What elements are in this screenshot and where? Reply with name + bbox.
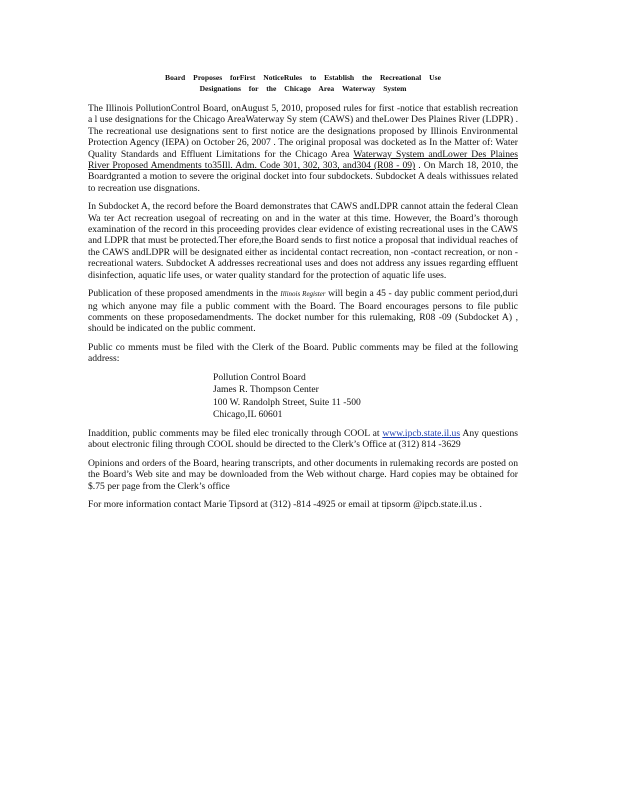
- address-line-2: James R. Thompson Center: [213, 384, 319, 396]
- electronic-text-a: Inaddition, public comments may be filed elec tronically through COOL at: [88, 427, 383, 439]
- title-line-2: Designations for the Chicago Area Waterway System: [199, 84, 407, 93]
- paragraph-publication: [88, 288, 518, 335]
- publication-text-b: will begin a 45 - day public comment period,duri ng which anyone may file a public comment with the Board. The Board encourages persons to file public comments on these proposedamendments. The docket number for this rulemaking, R08 -09 (Subdocket A) , should be indicated on the public comment.: [88, 288, 518, 335]
- document-page: [88, 72, 518, 517]
- paragraph-opinions: Opinions and orders of the Board, hearing transcripts, and other documents in rulemaking records are posted on the Board’s Web site and may be downloaded from the Web without charge. Hard copies may be obtained for $.75 per page from the Clerk’s office: [88, 457, 518, 492]
- title-line-1: Board Proposes forFirst NoticeRules to Establish the Recreational Use: [165, 73, 441, 82]
- intro-text-a: The Illinois PollutionControl Board, onAugust 5, 2010, proposed rules for first -notice that establish recreation a l use designations for the Chicago AreaWaterway Sy stem (CAWS) and theLower Des Plaines River (LDPR) . The recreational use designations sent to first notice are the designations proposed by Illinois Environmental Protection Agency (IEPA) on October 26, 2007 . The original proposal was docketed as In the Matter of: Water Quality Standards and Effluent Limitations for the Chicago Area: [88, 103, 518, 160]
- mailing-address: [213, 372, 518, 422]
- website-link[interactable]: www.ipcb.state.il.us: [382, 427, 461, 439]
- intro-text-b: . On March 18, 2010, the Boardgranted a motion to severe the original docket into four subdockets. Subdocket A deals withissues related to recreation use disgnations.: [88, 160, 518, 194]
- illinois-register-text: Illinois Register: [280, 290, 326, 299]
- publication-text-a: Publication of these proposed amendments in the: [88, 288, 281, 300]
- paragraph-public-comments: Public co mments must be filed with the Clerk of the Board. Public comments may be filed at the following address:: [88, 341, 518, 365]
- address-line-3: 100 W. Randolph Street, Suite 11 -500: [213, 396, 361, 408]
- paragraph-contact: For more information contact Marie Tipsord at (312) -814 -4925 or email at tipsorm @ipcb.state.il.us .: [88, 498, 482, 510]
- address-line-1: Pollution Control Board: [213, 371, 306, 383]
- paragraph-intro: [88, 103, 518, 194]
- paragraph-subdocket-a: In Subdocket A, the record before the Board demonstrates that CAWS andLDPR cannot attain the federal Clean Wa ter Act recreation usegoal of recreating on and in the water at this time. However, the Board’s thorough examination of the record in this proceeding provides clear evidence of existing recreational uses in the CAWS and LDPR that must be protected.Ther efore,the Board sends to first notice a proposal that individual reaches of the CAWS andLDPR will be designated either as incidental contact recreation, non -contact recreation, or non -recreational waters. Subdocket A addresses recreational uses and does not address any issues regarding effluent disinfection, aquatic life uses, or water quality standard for the protection of aquatic life uses.: [88, 201, 518, 281]
- document-title: [88, 72, 518, 94]
- address-line-4: Chicago,IL 60601: [213, 409, 283, 421]
- electronic-text-b: Any questions about electronic filing through COOL should be directed to the Clerk’s Office at (312) 814 -3629: [88, 427, 518, 451]
- docket-citation: Waterway System andLower Des Plaines River Proposed Amendments to35Ill. Adm. Code 301, 302, 303, and304 (R08 - 09): [88, 148, 518, 172]
- paragraph-electronic-filing: [88, 428, 518, 451]
